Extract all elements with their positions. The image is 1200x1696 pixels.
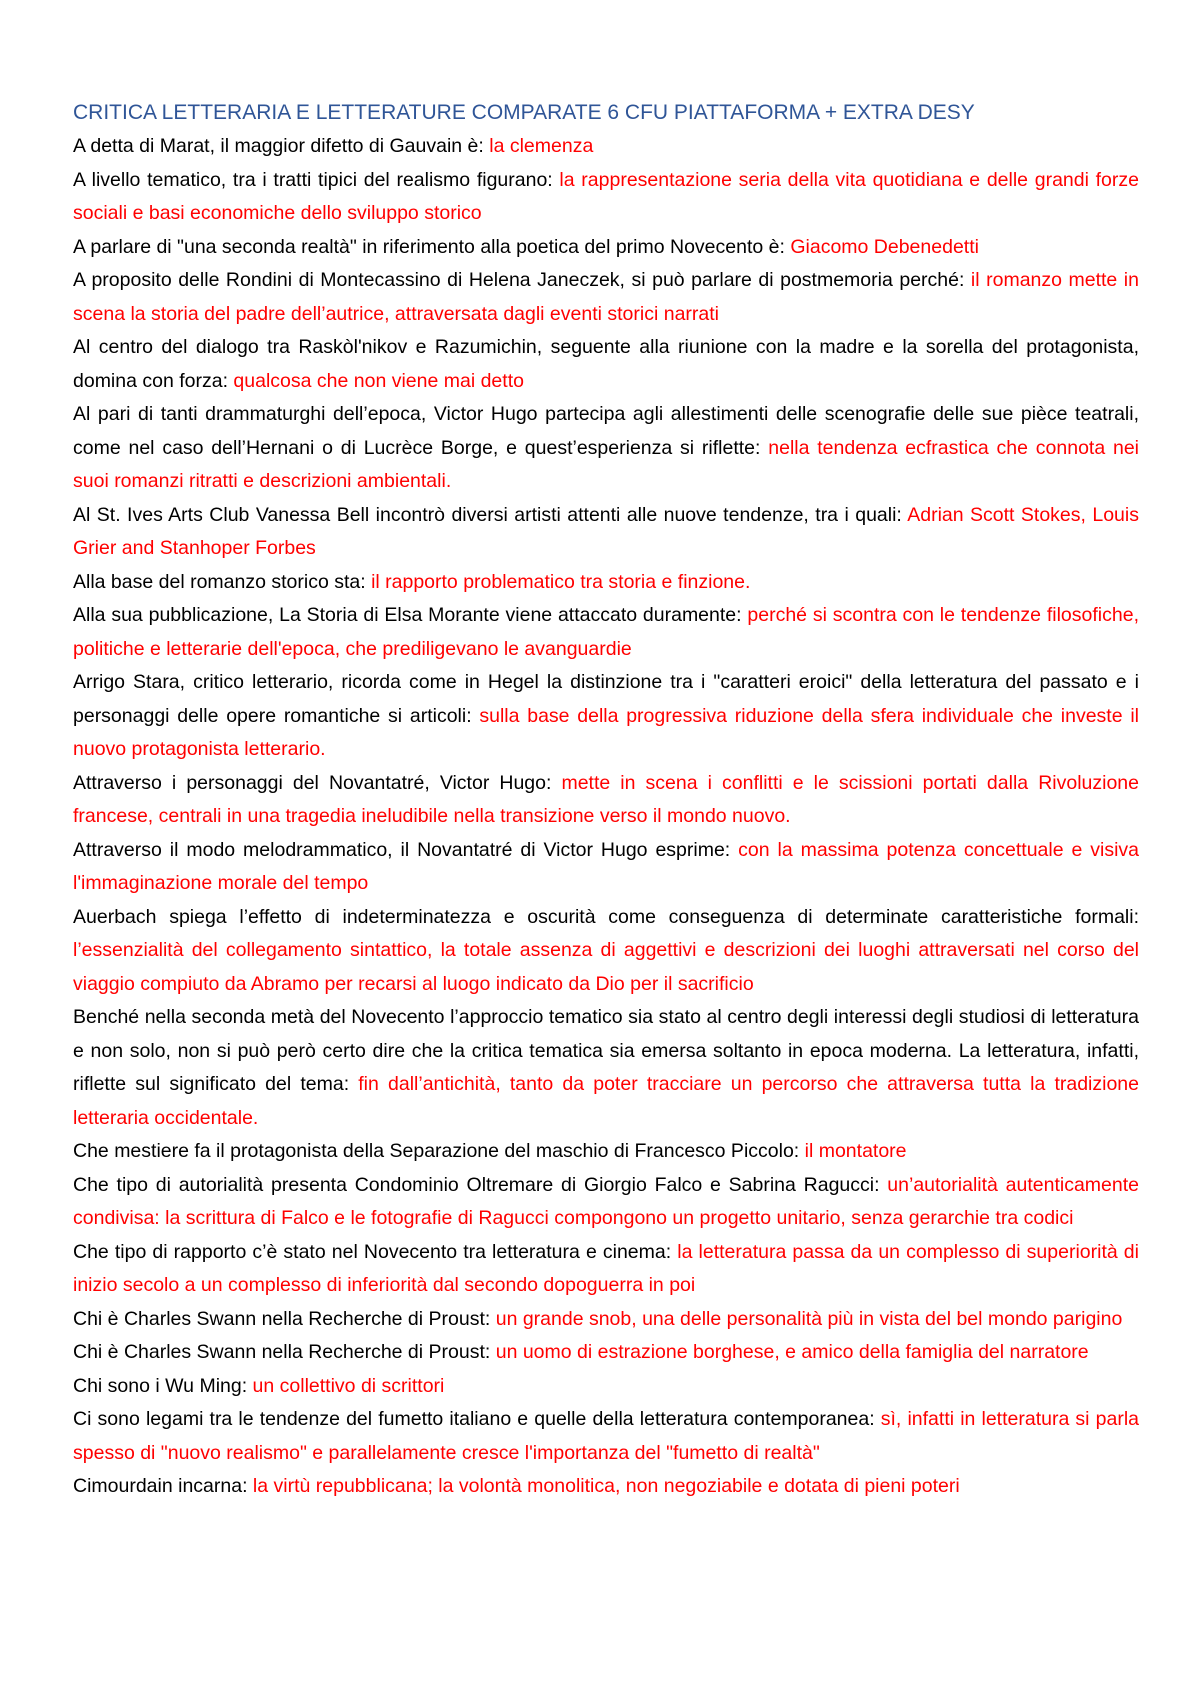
- answer-text: l’essenzialità del collegamento sintattico, la totale assenza di aggettivi e descrizioni dei luoghi attraversati nel corso del viaggio compiuto da Abramo per recarsi al luogo indicato da Dio per il sacrificio: [73, 939, 1139, 995]
- question-text: Al St. Ives Arts Club Vanessa Bell incontrò diversi artisti attenti alle nuove tendenze, tra i quali:: [73, 503, 908, 526]
- question-text: Al pari di tanti drammaturghi dell’epoca, Victor Hugo partecipa agli allestimenti delle scenografie delle sue pièce teatrali, come nel caso dell’Hernani o di Lucrèce Borge, e quest’esperienza si riflette:: [73, 403, 1139, 459]
- qa-item: [73, 331, 1139, 398]
- qa-item: [73, 231, 1139, 265]
- qa-item: [73, 1470, 1139, 1504]
- question-text: Che tipo di rapporto c’è stato nel Novecento tra letteratura e cinema:: [73, 1240, 678, 1263]
- question-text: Al centro del dialogo tra Raskòl'nikov e Razumichin, seguente alla riunione con la madre e la sorella del protagonista, domina con forza:: [73, 336, 1139, 392]
- question-text: Ci sono legami tra le tendenze del fumetto italiano e quelle della letteratura contemporanea:: [73, 1408, 881, 1430]
- answer-text: il romanzo mette in scena la storia del padre dell’autrice, attraversata dagli eventi storici narrati: [73, 269, 1139, 325]
- answer-text: la virtù repubblicana; la volontà monolitica, non negoziabile e dotata di pieni poteri: [252, 1475, 960, 1497]
- question-text: Chi è Charles Swann nella Recherche di Proust:: [73, 1307, 496, 1330]
- question-text: A parlare di "una seconda realtà" in riferimento alla poetica del primo Novecento è:: [73, 235, 791, 258]
- answer-text: Adrian Scott Stokes, Louis Grier and Stanhoper Forbes: [73, 503, 1139, 559]
- qa-item: [73, 1303, 1139, 1337]
- answer-text: con la massima potenza concettuale e visiva l'immaginazione morale del tempo: [73, 838, 1140, 894]
- answer-text: mette in scena i conflitti e le scissioni portati dalla Rivoluzione francese, centrali in una tragedia ineludibile nella transizione verso il mondo nuovo.: [73, 771, 1139, 827]
- qa-item: [73, 1236, 1139, 1303]
- answer-text: un collettivo di scrittori: [252, 1374, 445, 1397]
- question-text: A detta di Marat, il maggior difetto di Gauvain è:: [73, 135, 490, 157]
- qa-item: [73, 1169, 1139, 1236]
- qa-item: [73, 666, 1139, 767]
- question-text: Chi è Charles Swann nella Recherche di Proust:: [73, 1341, 496, 1363]
- answer-text: Giacomo Debenedetti: [790, 235, 979, 258]
- qa-item: [73, 1001, 1139, 1135]
- qa-item: [73, 1370, 1139, 1404]
- question-text: Alla base del romanzo storico sta:: [73, 570, 372, 593]
- answer-text: perché si scontra con le tendenze filosofiche, politiche e letterarie dell'epoca, che prediligevano le avanguardie: [73, 604, 1139, 660]
- qa-item: [73, 901, 1139, 1002]
- question-answer-list: [73, 130, 1139, 1504]
- answer-text: qualcosa che non viene mai detto: [233, 369, 524, 392]
- answer-text: un uomo di estrazione borghese, e amico della famiglia del narratore: [495, 1341, 1089, 1363]
- answer-text: un’autorialità autenticamente condivisa: la scrittura di Falco e le fotografie di Ragucci compongono un progetto unitario, senza gerarchie tra codici: [73, 1173, 1139, 1229]
- qa-item: [73, 1336, 1139, 1370]
- answer-text: la clemenza: [489, 135, 594, 157]
- question-text: Alla sua pubblicazione, La Storia di Elsa Morante viene attaccato duramente:: [73, 604, 748, 626]
- answer-text: nella tendenza ecfrastica che connota nei suoi romanzi ritratti e descrizioni ambientali.: [73, 436, 1140, 492]
- question-text: A livello tematico, tra i tratti tipici del realismo figurano:: [73, 168, 560, 191]
- answer-text: fin dall’antichità, tanto da poter tracciare un percorso che attraversa tutta la tradizione letteraria occidentale.: [73, 1073, 1139, 1129]
- question-text: A proposito delle Rondini di Montecassino di Helena Janeczek, si può parlare di postmemoria perché:: [73, 269, 971, 291]
- document-title: CRITICA LETTERARIA E LETTERATURE COMPARATE 6 CFU PIATTAFORMA + EXTRA DESY: [73, 101, 975, 124]
- question-text: Attraverso i personaggi del Novantatré, Victor Hugo:: [73, 771, 562, 794]
- qa-item: [73, 164, 1139, 231]
- answer-text: la letteratura passa da un complesso di superiorità di inizio secolo a un complesso di inferiorità dal secondo dopoguerra in poi: [73, 1240, 1139, 1296]
- question-text: Che tipo di autorialità presenta Condominio Oltremare di Giorgio Falco e Sabrina Ragucci:: [73, 1173, 888, 1196]
- answer-text: un grande snob, una delle personalità più in vista del bel mondo parigino: [495, 1307, 1123, 1330]
- qa-item: [73, 264, 1139, 331]
- answer-text: il montatore: [804, 1140, 907, 1162]
- qa-item: [73, 599, 1139, 666]
- question-text: Cimourdain incarna:: [73, 1475, 253, 1497]
- question-text: Attraverso il modo melodrammatico, il Novantatré di Victor Hugo esprime:: [73, 838, 739, 861]
- question-text: Benché nella seconda metà del Novecento l’approccio tematico sia stato al centro degli interessi degli studiosi di letteratura e non solo, non si può però certo dire che la critica tematica sia emersa soltanto in epoca moderna. La letteratura, infatti, riflette sul significato del tema:: [73, 1006, 1139, 1095]
- qa-item: [73, 398, 1139, 499]
- qa-item: [73, 834, 1139, 901]
- question-text: Chi sono i Wu Ming:: [73, 1374, 253, 1397]
- question-text: Arrigo Stara, critico letterario, ricorda come in Hegel la distinzione tra i "caratteri eroici" della letteratura del passato e i personaggi delle opere romantiche si articoli:: [73, 671, 1139, 727]
- document-page: [73, 96, 1139, 1504]
- answer-text: la rappresentazione seria della vita quotidiana e delle grandi forze sociali e basi economiche dello sviluppo storico: [73, 168, 1139, 224]
- question-text: Che mestiere fa il protagonista della Separazione del maschio di Francesco Piccolo:: [73, 1140, 805, 1162]
- answer-text: sulla base della progressiva riduzione della sfera individuale che investe il nuovo protagonista letterario.: [73, 704, 1139, 760]
- answer-text: sì, infatti in letteratura si parla spesso di "nuovo realismo" e parallelamente cresce l'importanza del "fumetto di realtà": [73, 1408, 1139, 1464]
- answer-text: il rapporto problematico tra storia e finzione.: [371, 570, 751, 593]
- qa-item: [73, 566, 1139, 600]
- question-text: Auerbach spiega l’effetto di indeterminatezza e oscurità come conseguenza di determinate caratteristiche formali:: [73, 905, 1139, 928]
- qa-item: [73, 1135, 1139, 1169]
- qa-item: [73, 767, 1139, 834]
- qa-item: [73, 1403, 1139, 1470]
- qa-item: [73, 499, 1139, 566]
- qa-item: [73, 130, 1139, 164]
